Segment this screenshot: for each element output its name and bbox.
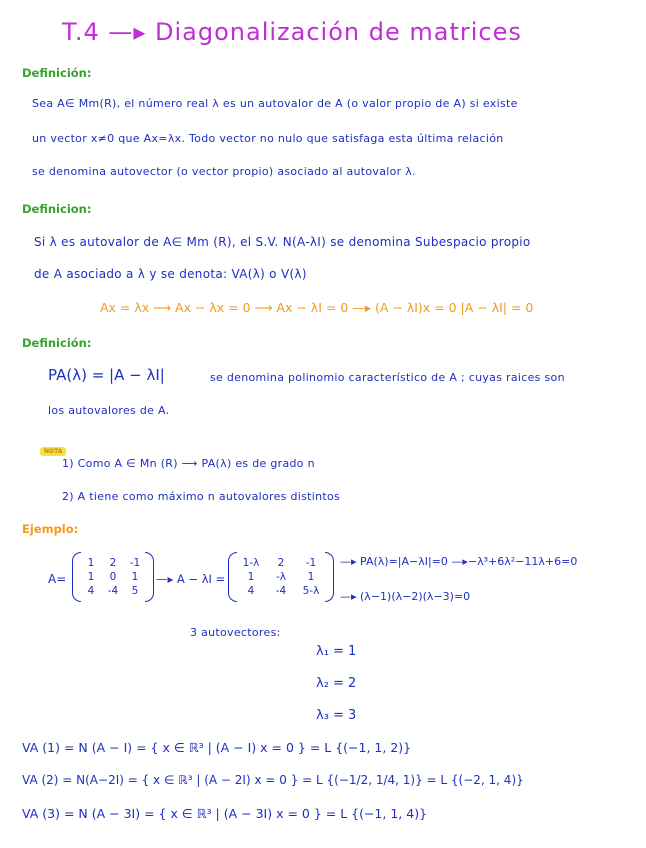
matrix-a [80,556,146,598]
eigen-count-label: 3 autovectores: [190,626,281,639]
a-minus-lambda-i-label: —▸ A − λI = [156,572,226,586]
matrix-a-row: 1 2 -1 [87,557,141,569]
example-heading: Ejemplo: [22,522,79,536]
characteristic-polynomial-formula: PA(λ) = |A − λI| [48,366,165,384]
eigen-equation-chain: Ax = λx ⟶ Ax − λx = 0 ⟶ Ax − λI = 0 —▸ (A − λI)x = 0 |A − λI| = 0 [100,300,534,315]
eigenvalue-1: λ₁ = 1 [316,644,357,659]
page-title: T.4 —▸ Diagonalización de matrices [62,18,522,46]
matrix-a-row: 4 -4 5 [87,585,139,597]
eigenvalue-3: λ₃ = 3 [316,708,357,723]
definition-2-line-1: Si λ es autovalor de A∈ Mm (R), el S.V. N(A-λI) se denomina Subespacio propio [34,235,531,249]
definition-2-line-2: de A asociado a λ y se denota: VA(λ) o V(λ) [34,267,307,281]
matrix-al-row: 4 -4 5-λ [247,585,320,597]
characteristic-polynomial-example: —▸ PA(λ)=|A−λI|=0 —▸−λ³+6λ²−11λ+6=0 [340,555,578,568]
note-badge: NOTA [40,438,66,457]
factored-polynomial: —▸ (λ−1)(λ−2)(λ−3)=0 [340,590,471,603]
characteristic-polynomial-line-2: los autovalores de A. [48,404,170,417]
matrix-al-row: 1-λ 2 -1 [242,557,317,569]
matrix-a-label: A= [48,572,67,586]
definition-1-heading: Definición: [22,66,92,80]
matrix-a-minus-lambda-i [236,556,326,598]
characteristic-polynomial-text: se denomina polinomio característico de A ; cuyas raices son [210,371,565,384]
definition-1-line-2: un vector x≠0 que Ax=λx. Todo vector no nulo que satisfaga esta última relación [32,132,504,145]
definition-1-line-3: se denomina autovector (o vector propio) asociado al autovalor λ. [32,165,416,178]
definition-3-heading: Definición: [22,336,92,350]
eigenspace-2: VA (2) = N(A−2I) = { x ∈ ℝ³ | (A − 2I) x = 0 } = L {(−1/2, 1/4, 1)} = L {(−2, 1, 4)} [22,773,524,787]
definition-1-line-1: Sea A∈ Mm(R), el número real λ es un autovalor de A (o valor propio de A) si existe [32,97,518,110]
definition-2-heading: Definicion: [22,202,92,216]
matrix-a-row: 1 0 1 [87,571,139,583]
matrix-al-row: 1 -λ 1 [247,571,315,583]
eigenspace-1: VA (1) = N (A − I) = { x ∈ ℝ³ | (A − I) x = 0 } = L {(−1, 1, 2)} [22,740,412,755]
note-item-2: 2) A tiene como máximo n autovalores distintos [62,490,341,503]
eigenspace-3: VA (3) = N (A − 3I) = { x ∈ ℝ³ | (A − 3I) x = 0 } = L {(−1, 1, 4)} [22,806,428,821]
note-item-1: 1) Como A ∈ Mn (R) ⟶ PA(λ) es de grado n [62,457,315,470]
eigenvalue-2: λ₂ = 2 [316,676,357,691]
